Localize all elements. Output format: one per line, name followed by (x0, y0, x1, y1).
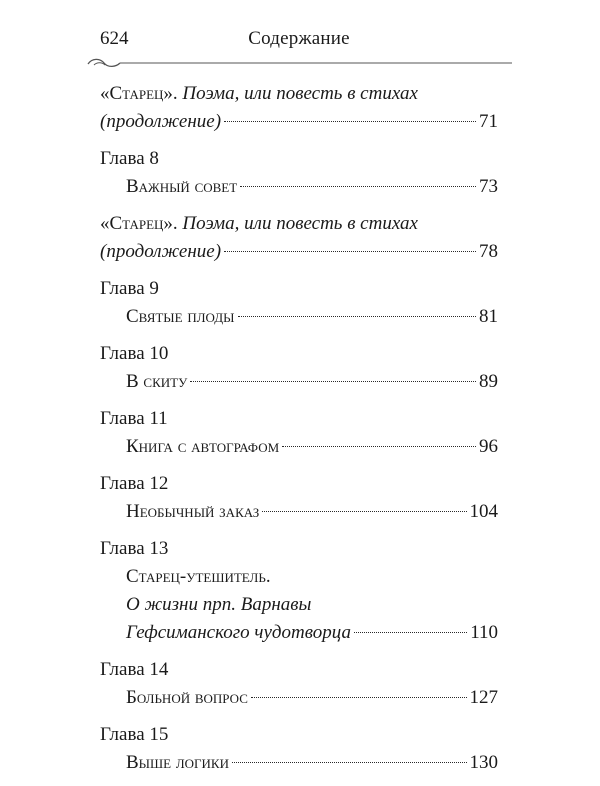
dot-leader (240, 186, 476, 187)
chapter-label: Глава 8 (100, 148, 159, 169)
page-ref: 96 (479, 436, 498, 457)
dot-leader (232, 762, 467, 763)
toc-line (100, 80, 498, 108)
running-title: Содержание (248, 28, 350, 49)
header-ornament-rule (80, 52, 520, 74)
poem-subtitle: Поэма, или повесть в стихах (182, 213, 418, 234)
chapter-label: Глава 10 (100, 343, 169, 364)
toc-entry-chapter-11[interactable] (100, 405, 498, 461)
toc-line (100, 368, 498, 396)
chapter-title: Выше логики (126, 752, 229, 773)
toc-entry-chapter-14[interactable] (100, 656, 498, 712)
toc-line (100, 303, 498, 331)
chapter-label: Глава 12 (100, 473, 169, 494)
dot-leader (251, 697, 467, 698)
chapter-title: Святые плоды (126, 306, 235, 327)
page-ref: 81 (479, 306, 498, 327)
dot-leader (262, 511, 466, 512)
page-ref: 73 (479, 176, 498, 197)
toc-line (100, 210, 498, 238)
page-ref: 78 (479, 241, 498, 262)
page-ref: 71 (479, 111, 498, 132)
chapter-label: Глава 13 (100, 538, 169, 559)
toc-entry-chapter-8[interactable] (100, 145, 498, 201)
toc-line (100, 433, 498, 461)
poem-subtitle-continued: (продолжение) (100, 111, 222, 132)
table-of-contents (100, 80, 498, 786)
page-ref: 110 (470, 622, 498, 643)
toc-line (100, 591, 498, 619)
poem-title: «Старец». (100, 83, 178, 104)
page-ref: 89 (479, 371, 498, 392)
toc-entry-poem-continuation-2[interactable] (100, 210, 498, 266)
toc-entry-chapter-9[interactable] (100, 275, 498, 331)
page-ref: 130 (469, 752, 498, 773)
toc-entry-chapter-15[interactable] (100, 721, 498, 777)
dot-leader (354, 632, 467, 633)
chapter-title: Важный совет (126, 176, 238, 197)
toc-entry-poem-continuation-1[interactable] (100, 80, 498, 136)
toc-line (100, 619, 498, 647)
dot-leader (238, 316, 477, 317)
toc-line (100, 563, 498, 591)
toc-line (100, 498, 498, 526)
chapter-subtitle: О жизни прп. Варнавы (126, 594, 312, 615)
toc-entry-chapter-13[interactable] (100, 535, 498, 647)
page-number: 624 (100, 28, 129, 49)
toc-line (100, 749, 498, 777)
chapter-title: Необычный заказ (126, 501, 260, 522)
chapter-title: В скиту (126, 371, 188, 392)
dot-leader (224, 251, 476, 252)
dot-leader (282, 446, 476, 447)
page-ref: 104 (469, 501, 498, 522)
poem-subtitle: Поэма, или повесть в стихах (182, 83, 418, 104)
chapter-label: Глава 15 (100, 724, 169, 745)
dot-leader (190, 381, 476, 382)
chapter-label: Глава 11 (100, 408, 168, 429)
chapter-title: Книга с автографом (126, 436, 280, 457)
chapter-title: Больной вопрос (126, 687, 248, 708)
chapter-label: Глава 9 (100, 278, 159, 299)
toc-entry-chapter-12[interactable] (100, 470, 498, 526)
page-ref: 127 (469, 687, 498, 708)
chapter-subtitle-continued: Гефсиманского чудотворца (126, 622, 351, 643)
toc-line (100, 238, 498, 266)
page-header (100, 28, 498, 54)
chapter-label: Глава 14 (100, 659, 169, 680)
dot-leader (224, 121, 476, 122)
toc-line (100, 684, 498, 712)
toc-line (100, 173, 498, 201)
toc-entry-chapter-10[interactable] (100, 340, 498, 396)
toc-line (100, 108, 498, 136)
poem-title: «Старец». (100, 213, 178, 234)
poem-subtitle-continued: (продолжение) (100, 241, 222, 262)
chapter-title: Старец-утешитель. (126, 566, 271, 587)
